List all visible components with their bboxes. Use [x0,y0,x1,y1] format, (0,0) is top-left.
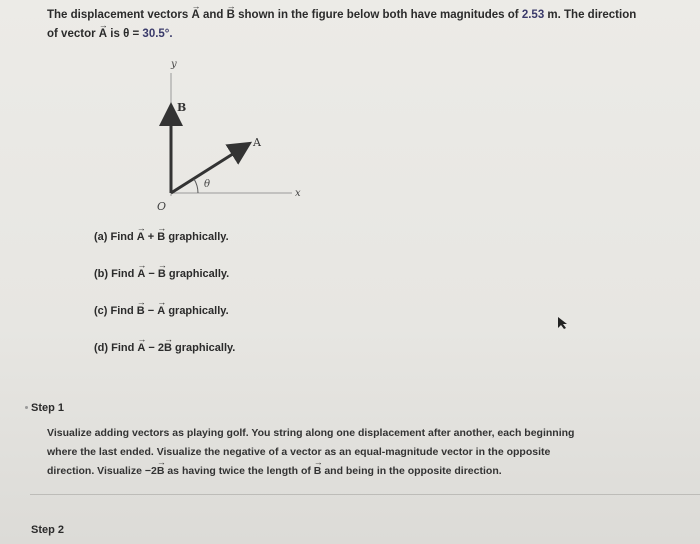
step-1-line-3c: and being in the opposite direction. [324,465,502,477]
part-c-v2: → A [157,301,165,321]
magnitude-unit: m. The direction [547,9,637,21]
step-1-line-3 [47,462,647,481]
part-b-suffix: graphically. [168,268,230,280]
mouse-pointer-icon [557,316,569,330]
part-c-v1: → B [137,301,145,321]
problem-statement [47,6,687,44]
theta-arc [194,179,198,193]
question-parts [94,227,235,375]
step-2-title[interactable]: Step 2 [31,524,65,536]
line2-theta: is θ = [110,28,140,40]
origin-label: O [157,200,167,213]
problem-line-2 [47,25,687,44]
part-b-v2: → B [158,264,166,284]
part-a-suffix: graphically. [168,231,229,243]
x-axis-label: x [295,188,301,199]
part-d [94,338,235,375]
step-1-line-2: where the last ended. Visualize the negative of a vector as an equal-magnitude vector in the opposite [47,446,551,458]
step-1-expr: −2 [144,465,157,477]
vector-a-label: A [253,136,261,149]
problem-and: and [202,9,224,21]
angle-value: 30.5°. [142,28,173,40]
step-1-line-3b: as having twice the length of [167,465,311,477]
step-1-line-3a: direction. Visualize [47,465,142,477]
step-1-vec-b: → B [157,462,165,481]
part-a-op: + [147,231,155,243]
part-c-prefix: (c) Find [94,305,134,317]
vector-figure [140,58,310,213]
magnitude-value: 2.53 [521,9,545,21]
step-1-vec-b2: → B [314,462,322,481]
y-axis-label: y [171,59,177,70]
part-b-prefix: (b) Find [94,268,135,280]
part-a-v1: → A [137,227,145,247]
part-a-prefix: (a) Find [94,231,134,243]
part-b-v1: → A [137,264,145,284]
part-d-v2: → B [164,338,172,358]
line2-vector-a: → A [99,25,107,44]
part-c-suffix: graphically. [168,305,229,317]
problem-line-1 [47,6,687,25]
vector-b-symbol: → B [227,6,235,25]
problem-mid: shown in the figure below both have magnitudes of [238,9,519,21]
problem-intro: The displacement vectors [47,9,189,21]
part-d-prefix: (d) Find [94,342,135,354]
step-divider [30,494,700,495]
part-d-v1: → A [137,338,145,358]
step-1-text [47,424,647,481]
theta-label: θ [204,179,211,190]
vector-b-label: B [177,101,187,114]
vector-a-symbol: → A [191,6,199,25]
part-a-v2: → B [157,227,165,247]
part-c-op: − [147,305,155,317]
part-d-op: − [148,342,155,354]
part-d-suffix: graphically. [175,342,236,354]
line2-prefix: of vector [47,28,96,40]
part-b-op: − [148,268,155,280]
step-1-title[interactable]: Step 1 [31,402,65,414]
step-1-line-1: Visualize adding vectors as playing golf. You string along one displacement after another, each beginning [47,427,575,439]
part-d-coef: 2 [157,342,165,354]
